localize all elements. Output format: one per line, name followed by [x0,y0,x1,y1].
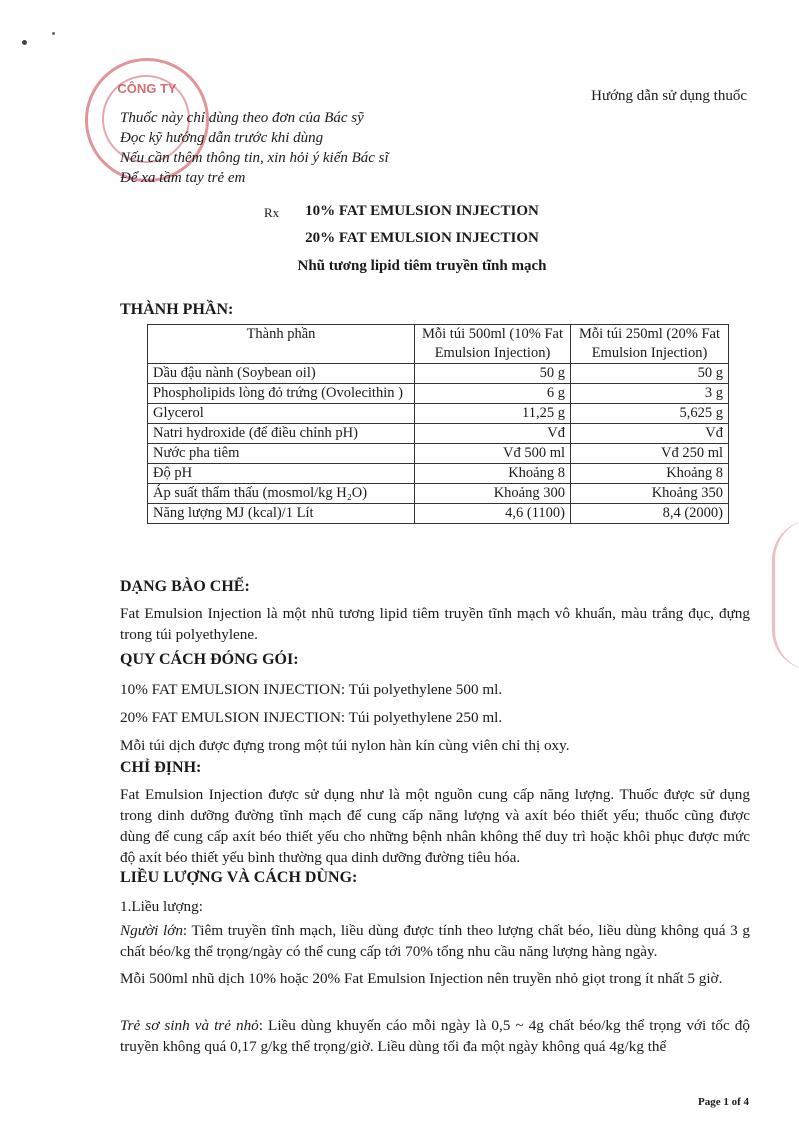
scan-dot [22,40,27,45]
warning-line: Đọc kỹ hướng dẫn trước khi dùng [120,130,324,146]
infusion-text: Mỗi 500ml nhũ dịch 10% hoặc 20% Fat Emulsion Injection nên truyền nhỏ giọt trong ít nhất 5 giờ. [120,970,723,987]
partial-side-stamp [772,520,799,670]
value-cell: 3 g [571,384,729,404]
value-cell: Khoảng 300 [415,484,571,504]
value-cell: 50 g [571,364,729,384]
value-cell: Vđ [415,424,571,444]
table-row [148,464,729,484]
dosage-heading: LIỀU LƯỢNG VÀ CÁCH DÙNG: [120,869,358,886]
ingredient-cell: Năng lượng MJ (kcal)/1 Lít [148,504,415,524]
value-cell: 11,25 g [415,404,571,424]
product-title: 10% FAT EMULSION INJECTION [305,203,539,219]
table-header-cell: Thành phần [148,325,415,364]
table-header-row [148,325,729,364]
indication-text: Fat Emulsion Injection được sử dụng như là một nguồn cung cấp năng lượng. Thuốc được sử dụng trong dinh dưỡng đường tĩnh mạch để cung cấp năng lượng và axít béo thiết yếu; thuốc cũng được dùng để cung cấp axít béo thiết yếu cho những bệnh nhân không thể duy trì hoặc khôi phục được mức độ axít béo thiết yếu bình thường qua dinh dưỡng đường tiêu hóa. [120,786,750,866]
indication-heading: CHỈ ĐỊNH: [120,759,202,776]
ingredient-cell: Độ pH [148,464,415,484]
table-row [148,404,729,424]
packaging-heading: QUY CÁCH ĐÓNG GÓI: [120,651,299,668]
table-row [148,364,729,384]
value-cell: 6 g [415,384,571,404]
document-type-label: Hướng dẫn sử dụng thuốc [591,88,747,104]
ingredient-cell: Nước pha tiêm [148,444,415,464]
product-title: 20% FAT EMULSION INJECTION [305,230,539,246]
value-cell: Vđ 500 ml [415,444,571,464]
composition-heading: THÀNH PHẦN: [120,301,234,318]
warning-line: Để xa tầm tay trẻ em [120,170,246,186]
packaging-line: 20% FAT EMULSION INJECTION: Túi polyethylene 250 ml. [120,709,503,726]
child-dosage-text: : Liều dùng khuyến cáo mỗi ngày là 0,5 ~ 4g chất béo/kg thể trọng với tốc độ truyền không quá 0,17 g/kg thể trọng/giờ. Liều dùng tối đa một ngày không quá 4g/kg thể [120,1017,750,1055]
dosage-form-text: Fat Emulsion Injection là một nhũ tương lipid tiêm truyền tĩnh mạch vô khuẩn, màu trắng đục, đựng trong túi polyethylene. [120,605,750,643]
packaging-line: Mỗi túi dịch được đựng trong một túi nylon hàn kín cùng viên chỉ thị oxy. [120,737,570,754]
dosage-subheading: 1.Liều lượng: [120,898,203,915]
warning-line: Nếu cần thêm thông tin, xin hỏi ý kiến Bác sĩ [120,150,389,166]
adult-dosage-paragraph [120,920,750,962]
value-cell: Vđ [571,424,729,444]
adult-label: Người lớn [120,922,183,939]
dosage-form-heading: DẠNG BÀO CHẾ: [120,578,250,595]
value-cell: Khoảng 8 [571,464,729,484]
ingredient-cell: Áp suất thẩm thấu (mosmol/kg H₂O) [148,484,415,504]
value-cell: 8,4 (2000) [571,504,729,524]
ingredient-cell: Dầu đậu nành (Soybean oil) [148,364,415,384]
product-subtitle: Nhũ tương lipid tiêm truyền tĩnh mạch [297,258,547,274]
ingredient-cell: Glycerol [148,404,415,424]
packaging-line: 10% FAT EMULSION INJECTION: Túi polyethylene 500 ml. [120,681,503,698]
ingredient-cell: Natri hydroxide (để điều chỉnh pH) [148,424,415,444]
ingredient-cell: Phospholipids lòng đỏ trứng (Ovolecithin ) [148,384,415,404]
child-dosage-paragraph [120,1015,750,1057]
composition-table [147,324,729,524]
value-cell: Khoảng 8 [415,464,571,484]
adult-dosage-text: : Tiêm truyền tĩnh mạch, liều dùng được tính theo lượng chất béo, liều dùng không quá 3 g chất béo/kg thể trọng/ngày có thể cung cấp tới 70% tổng nhu cầu năng lượng hàng ngày. [120,922,750,960]
warning-line: Thuốc này chỉ dùng theo đơn của Bác sỹ [120,110,364,126]
child-label: Trẻ sơ sinh và trẻ nhỏ [120,1017,259,1034]
value-cell: Khoảng 350 [571,484,729,504]
stamp-text: CÔNG TY [117,81,177,96]
table-row [148,424,729,444]
scan-dot [52,32,55,35]
table-row [148,384,729,404]
value-cell: 4,6 (1100) [415,504,571,524]
table-header-cell: Mỗi túi 250ml (20% Fat Emulsion Injection) [571,325,729,364]
table-row [148,484,729,504]
table-row [148,444,729,464]
rx-label: Rx [264,205,280,220]
value-cell: Vđ 250 ml [571,444,729,464]
value-cell: 50 g [415,364,571,384]
page-number: Page 1 of 4 [697,1096,749,1108]
table-header-cell: Mỗi túi 500ml (10% Fat Emulsion Injection) [415,325,571,364]
table-row [148,504,729,524]
value-cell: 5,625 g [571,404,729,424]
